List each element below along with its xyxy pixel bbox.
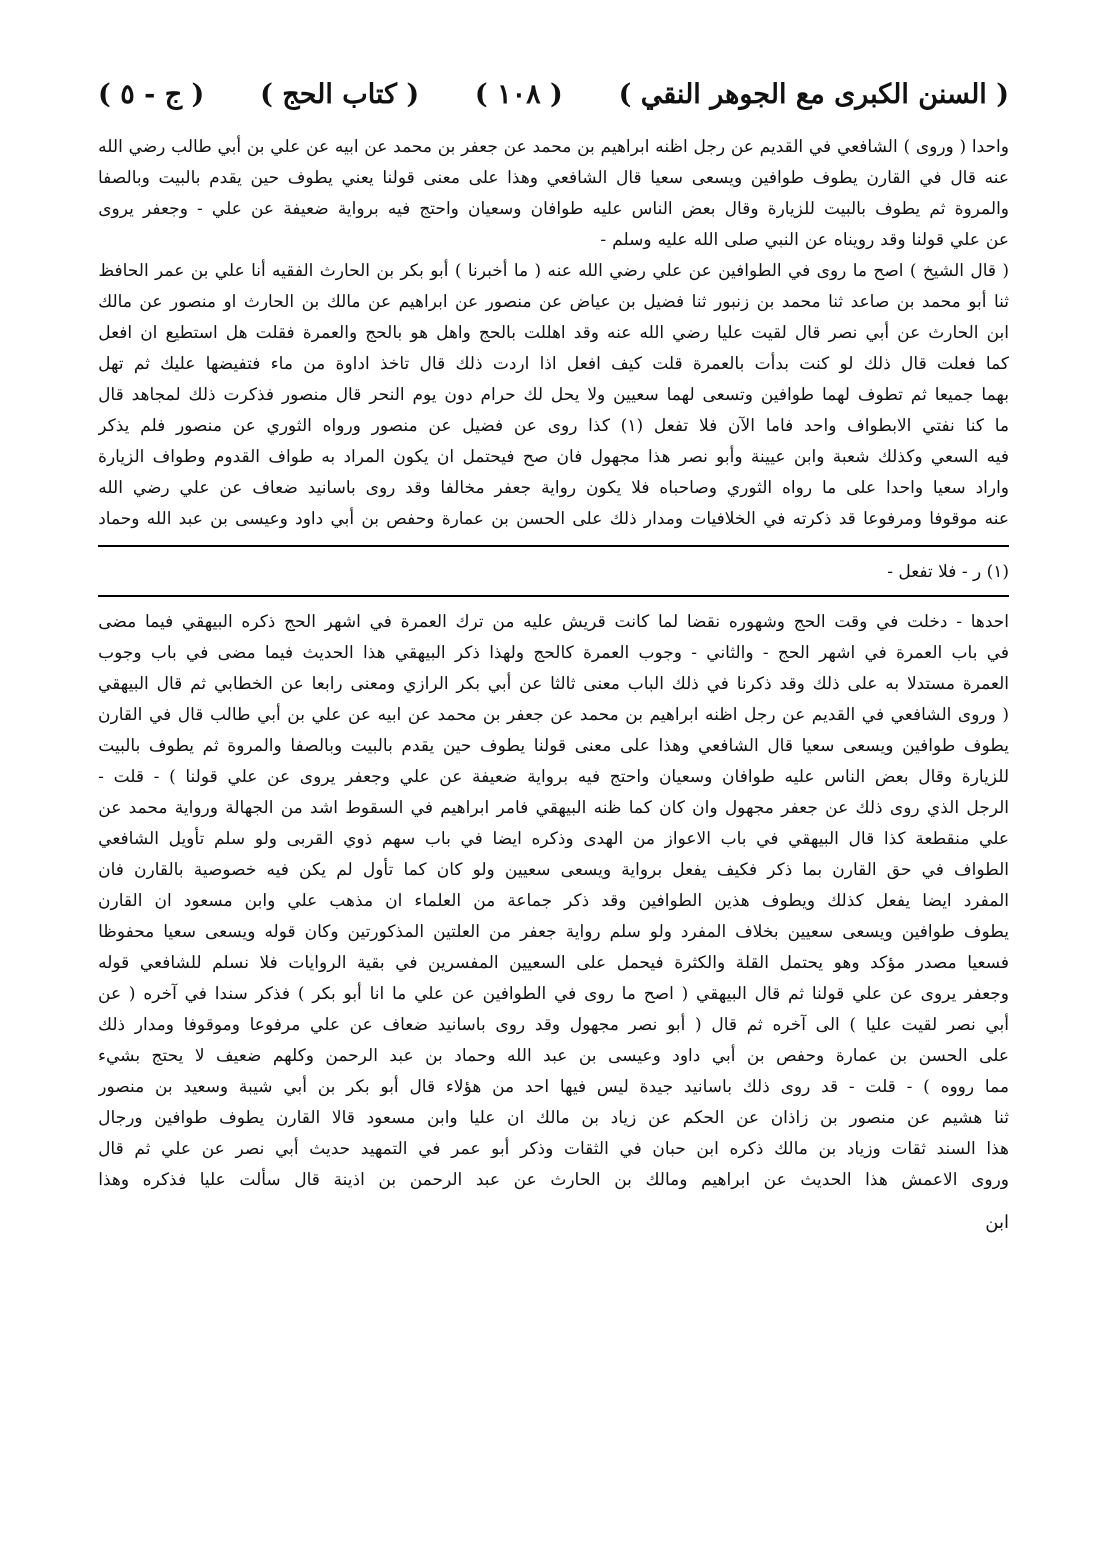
text-line: ابن الحارث عن أبي نصر قال لقيت عليا رضي الله عنه وقد اهللت بالحج واهل هو بالحج والعمرة فقلت هل استطيع ان افعل — [98, 323, 1009, 343]
text-line: ثنا أبو محمد بن صاعد ثنا محمد بن زنبور ثنا فضيل بن عياض عن منصور عن ابراهيم عن مالك بن الحارث او منصور عن مالك — [98, 292, 1009, 312]
commentary-divider — [98, 595, 1009, 597]
catchword: ابن — [985, 1212, 1009, 1233]
commentary-line: الرجل الذي روى ذلك عن جعفر مجهول وان كان كما ظنه البيهقي فامر ابراهيم في السقوط اشد من الجهالة ورواية محمد عن — [98, 798, 1009, 818]
footnote: (١) ر - فلا تفعل - — [887, 562, 1009, 582]
text-line: والمروة ثم يطوف بالبيت للزيارة وقال بعض الناس عليه طوافان وسعيان واحتج فيه برواية ضعيفة عن علي - وجعفر يروى — [98, 199, 1009, 219]
commentary-line: ( وروى الشافعي في القديم عن رجل اظنه ابراهيم بن محمد عن جعفر بن محمد عن ابيه عن علي بن أبي طالب قال في القارن — [98, 705, 1009, 725]
commentary-line: أبي نصر لقيت عليا ) الى آخره ثم قال ( أبو نصر مجهول وقد روى باسانيد ضعاف عن علي مرفوعا وموقوفا ومدار ذلك — [98, 1015, 1009, 1035]
commentary-line: المفرد ايضا يفعل كذلك ويطوف هذين الطوافين وقد ذكر جماعة من العلماء ان مذهب علي وابن مسعود ان القارن — [98, 891, 1009, 911]
commentary-line: العمرة مستدلا به على ذلك وقد ذكرنا في ذلك الباب معنى ثالثا عن أبي بكر الرازي ومعنى رابعا عن الخطابي ثم قال البيهقي — [98, 674, 1009, 694]
volume-number: ( ج - ٥ ) — [98, 78, 205, 110]
commentary-line: للزيارة وقال بعض الناس عليه طوافان وسعيان واحتج فيه برواية ضعيفة عن علي وجعفر يروى عن علي قولنا ) - قلت - — [98, 767, 1009, 787]
commentary-line: علي منقطعة كذا قال البيهقي في باب الاعواز من الهدى وذكره ايضا في باب سهم ذوي القربى ولو سلم تأويل الشافعي — [98, 829, 1009, 849]
commentary-line: هذا السند ثقات وزياد بن مالك ذكره ابن حبان في الثقات وذكر أبو عمر في التمهيد حديث أبي نصر عن علي ثم قال — [98, 1139, 1009, 1159]
text-line: واراد سعيا واحدا على ما رواه الثوري وصاحباه فلا يكون رواية جعفر مخالفا وقد روى باسانيد ضعاف عن علي رضي الله — [98, 478, 1009, 498]
commentary-line: وروى الاعمش هذا الحديث عن ابراهيم ومالك بن الحارث عن عبد الرحمن بن اذينة قال سألت عليا فذكره وهذا — [98, 1170, 1009, 1190]
commentary-line: في باب العمرة في اشهر الحج - والثاني - وجوب العمرة كالحج ولهذا ذكر البيهقي هذا الحديث فيما مضى في باب وجوب — [98, 643, 1009, 663]
commentary-line: فسعيا مصدر مؤكد وهو يحتمل القلة والكثرة فيحمل على السعيين المفسرين في بقية الروايات فلا نسلم للشافعي قوله — [98, 953, 1009, 973]
commentary-text — [98, 607, 1009, 1196]
commentary-line: يطوف طوافين ويسعى سعيا قال الشافعي وهذا على معنى قولنا يطوف حين يقدم بالبيت وبالصفا والمروة ثم يطوف بالبيت — [98, 736, 1009, 756]
main-text — [98, 132, 1009, 535]
text-line: عنه موقوفا ومرفوعا قد ذكرته في الخلافيات ومدار ذلك على الحسن بن عمارة وحفص بن أبي داود وعيسى بن عبد الله وحماد — [98, 509, 1009, 529]
commentary-line: ثنا هشيم عن منصور بن زاذان عن الحكم عن زياد بن مالك ان عليا وابن مسعود قالا القارن يطوف طوافين ورجال — [98, 1108, 1009, 1128]
text-line: واحدا ( وروى ) الشافعي في القديم عن رجل اظنه ابراهيم بن محمد عن جعفر بن محمد عن ابيه عن علي بن أبي طالب رضي الله — [98, 137, 1009, 157]
page-number: ( ١٠٨ ) — [474, 78, 563, 110]
text-line: فيه السعي وكذلك شعبة وابن عيينة وأبو نصر هذا مجهول فان صح فيحتمل ان يكون المراد به طواف القدوم وطواف الزيارة — [98, 447, 1009, 467]
chapter-title: ( كتاب الحج ) — [260, 78, 420, 110]
commentary-line: وجعفر يروى عن علي قولنا ثم قال البيهقي ( اصح ما روى في الطوافين عن علي ما انا أبو بكر ) فذكر سندا في آخره ( عن — [98, 984, 1009, 1004]
commentary-line: الطواف في حق القارن بما ذكر فكيف يفعل برواية ويسعى سعيين ولو كان كما تأول لم يكن فيه خصوصية بالقارن فان — [98, 860, 1009, 880]
text-line: عن علي قولنا وقد رويناه عن النبي صلى الله عليه وسلم - — [600, 230, 1009, 250]
text-line: عنه قال في القارن يطوف طوافين ويسعى سعيا قال الشافعي وهذا على معنى قولنا يعني يطوف حين يقدم بالبيت وبالصفا — [98, 168, 1009, 188]
book-title: ( السنن الكبرى مع الجوهر النقي ) — [618, 78, 1009, 110]
page-header — [98, 70, 1009, 118]
text-line: بهما جميعا ثم تطوف لهما طوافين وتسعى لهما سعيين ولا يحل لك حرام دون يوم النحر قال منصور فذكرت ذلك لمجاهد قال — [98, 385, 1009, 405]
footnote-divider — [98, 545, 1009, 547]
text-line: ما كنا نفتي الابطواف واحد فاما الآن فلا تفعل (١) كذا روى عن فضيل عن منصور ورواه الثوري عن منصور فلم يذكر — [98, 416, 1009, 436]
commentary-line: على الحسن بن عمارة وحفص بن أبي داود وعيسى بن عبد الله وحماد بن عبد الرحمن وكلهم ضعيف لا يحتج بشيء — [98, 1046, 1009, 1066]
commentary-line: احدها - دخلت في وقت الحج وشهوره نقضا لما كانت قريش عليه من ترك العمرة في اشهر الحج ذكره البيهقي فيما مضى — [98, 612, 1009, 632]
commentary-line: يطوف طوافين ويسعى سعيين بخلاف المفرد ولو سلم رواية جعفر من العلتين المذكورتين وكان قوله ويسعى سعيا محفوظا — [98, 922, 1009, 942]
text-line: كما فعلت قال ذلك لو كنت بدأت بالعمرة قلت كيف افعل اذا اردت ذلك قال تاخذ اداوة من ماء فتفيضها عليك ثم تهل — [98, 354, 1009, 374]
text-line: ( قال الشيخ ) اصح ما روى في الطوافين عن علي رضي الله عنه ( ما أخبرنا ) أبو بكر بن الحارث الفقيه أنا علي بن عمر الحافظ — [98, 261, 1009, 281]
commentary-line: مما رووه ) - قلت - قد روى ذلك باسانيد جيدة ليس فيها احد من هؤلاء قال أبو بكر بن أبي شيبة وسعيد بن منصور — [98, 1077, 1009, 1097]
